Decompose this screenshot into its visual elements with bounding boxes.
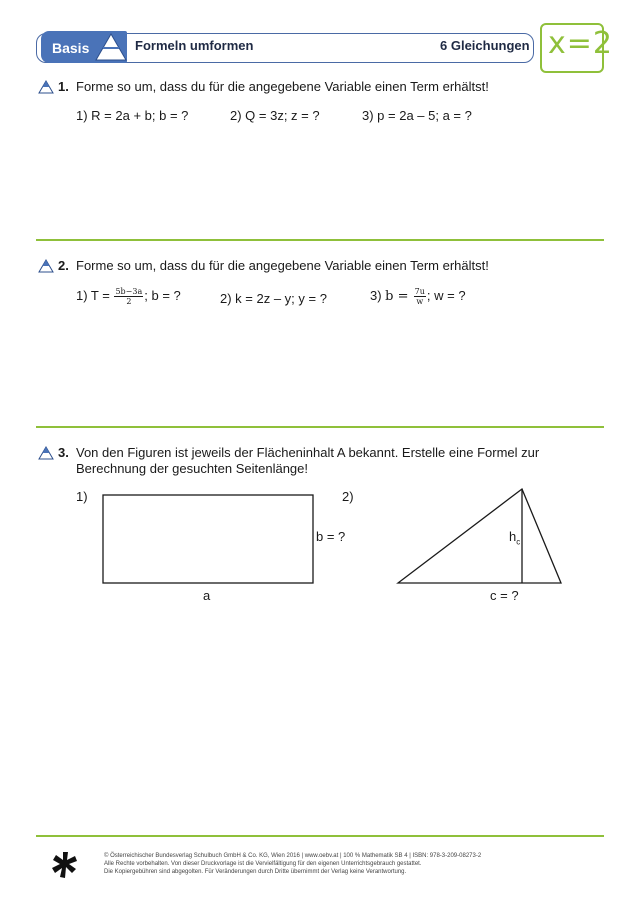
task-2-instruction: Forme so um, dass du für die angegebene Variable einen Term erhältst!	[76, 258, 489, 273]
difficulty-icon	[38, 80, 54, 94]
triangle-base-label: c = ?	[490, 588, 519, 603]
task-2-item-3-suffix: ; w = ?	[426, 287, 466, 303]
fraction	[114, 287, 143, 306]
footer-line-3: Die Kopiergebühren sind abgegolten. Für Veränderungen durch Dritte übernimmt der Verlag keine Verantwortung.	[104, 869, 407, 875]
x2-logo-text: x=2	[548, 26, 613, 61]
basis-label: Basis	[52, 40, 90, 56]
page-title: Formeln umformen	[135, 38, 254, 53]
rectangle-figure	[100, 492, 316, 586]
figure-2-label: 2)	[342, 489, 354, 504]
task-2-item-1-prefix: 1) T =	[76, 287, 114, 303]
task-2-number: 2.	[58, 258, 69, 273]
chapter-title: 6 Gleichungen	[440, 38, 530, 53]
difficulty-icon	[38, 446, 54, 460]
task-1-item-3: 3) p = 2a – 5; a = ?	[362, 108, 472, 123]
divider	[36, 426, 604, 428]
fraction-numerator: 5b−3a	[115, 287, 143, 296]
fraction-numerator: 7u	[414, 287, 425, 296]
rectangle-side-a-label: a	[203, 588, 211, 603]
divider	[36, 835, 604, 837]
triangle-height-label	[509, 529, 520, 547]
task-2-item-1-suffix: ; b = ?	[144, 287, 181, 303]
triangle-height-symbol: h	[509, 529, 517, 544]
footer-line-1: © Österreichischer Bundesverlag Schulbuch GmbH & Co. KG, Wien 2016 | www.oebv.at | 100 % Mathematik SB 4 | ISBN: 978-3-209-08273-2	[104, 853, 482, 859]
task-3-instruction-line-1: Von den Figuren ist jeweils der Flächeninhalt A bekannt. Erstelle eine Formel zur	[76, 445, 540, 460]
triangle-height-subscript: c	[516, 537, 521, 547]
footer-line-2: Alle Rechte vorbehalten. Von dieser Druckvorlage ist die Vervielfältigung für den eigenen Unterrichtsgebrauch gestattet.	[104, 861, 422, 867]
task-2-item-3	[370, 287, 466, 306]
fraction	[414, 287, 426, 306]
pyramid-icon	[94, 31, 128, 63]
difficulty-icon	[38, 259, 54, 273]
task-1-number: 1.	[58, 79, 69, 94]
fraction-denominator: 2	[126, 297, 132, 306]
task-1-item-2: 2) Q = 3z; z = ?	[230, 108, 320, 123]
task-2-item-2: 2) k = 2z – y; y = ?	[220, 291, 327, 306]
task-2-item-3-prefix: 3)	[370, 287, 386, 303]
publisher-logo-icon	[50, 850, 80, 880]
task-1-item-1: 1) R = 2a + b; b = ?	[76, 108, 189, 123]
task-2-item-3-lhs: b =	[385, 288, 413, 304]
rectangle-side-b-label: b = ?	[316, 529, 346, 544]
task-3-instruction-line-2: Berechnung der gesuchten Seitenlänge!	[76, 461, 309, 476]
task-1-instruction: Forme so um, dass du für die angegebene Variable einen Term erhältst!	[76, 79, 489, 94]
triangle-figure	[395, 486, 565, 586]
divider	[36, 239, 604, 241]
figure-1-label: 1)	[76, 489, 88, 504]
task-2-item-1	[76, 287, 181, 306]
footer-copyright	[104, 852, 481, 876]
fraction-denominator: w	[416, 297, 424, 306]
task-3-number: 3.	[58, 445, 69, 460]
